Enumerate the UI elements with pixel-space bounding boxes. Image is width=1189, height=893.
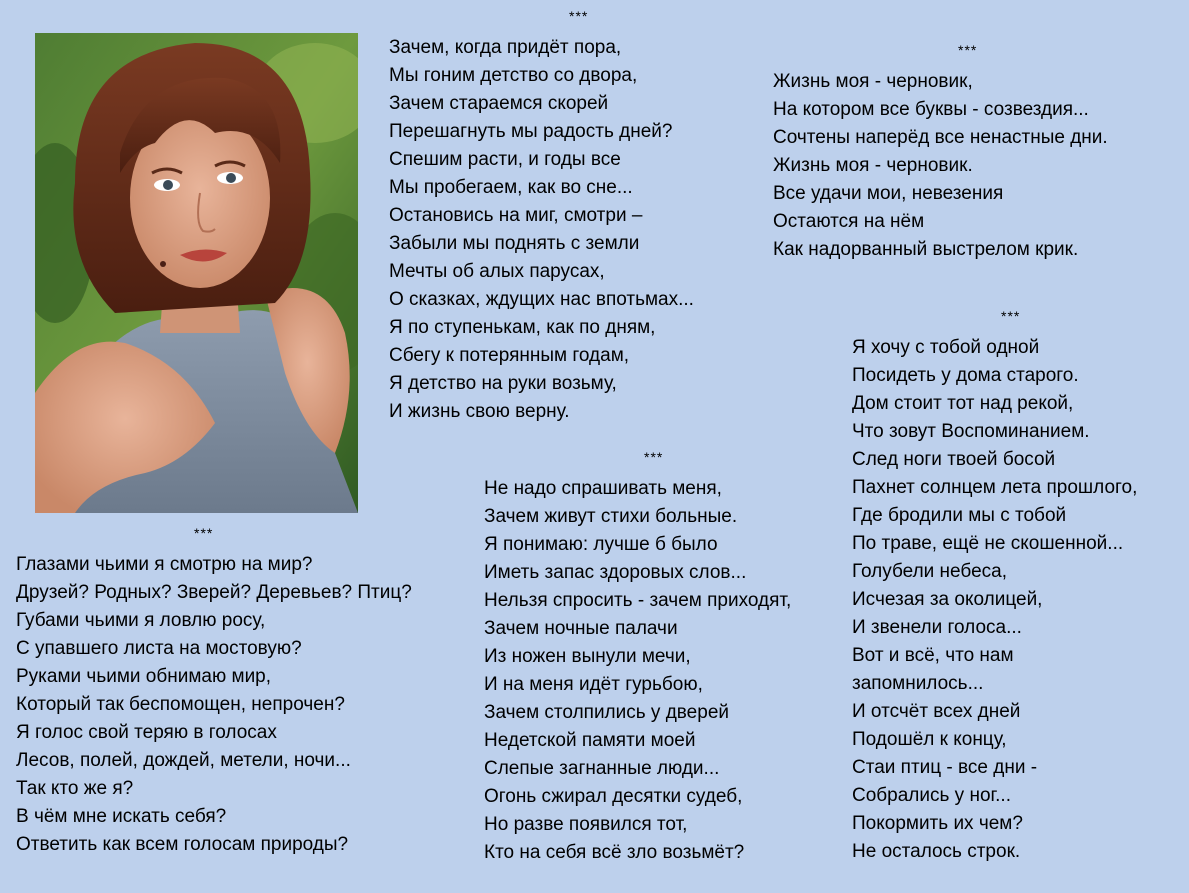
poem-3-line: запомнилось... xyxy=(852,673,984,694)
poem-2-line: Все удачи мои, невезения xyxy=(773,183,1004,204)
poem-4-line: Слепые загнанные люди... xyxy=(484,758,720,779)
poem-3-line: Покормить их чем? xyxy=(852,813,1023,834)
poem-4-stars: *** xyxy=(644,449,664,465)
poem-5-line: Руками чьими обнимаю мир, xyxy=(16,666,272,687)
poem-3-line: Пахнет солнцем лета прошлого, xyxy=(852,477,1138,498)
poem-3-line: След ноги твоей босой xyxy=(852,449,1056,470)
poem-3-line: Посидеть у дома старого. xyxy=(852,365,1079,386)
poem-5-stars: *** xyxy=(194,525,214,541)
poem-4-line: Я понимаю: лучше б было xyxy=(484,534,718,555)
poem-1-line: Мечты об алых парусах, xyxy=(389,261,605,282)
poem-2-line: Жизнь моя - черновик. xyxy=(773,155,973,176)
poem-1 xyxy=(389,8,694,426)
poem-3-line: Не осталось строк. xyxy=(852,841,1021,862)
poem-4-line: Иметь запас здоровых слов... xyxy=(484,562,747,583)
poem-3-line: Вот и всё, что нам xyxy=(852,645,1014,666)
poem-4-line: Из ножен вынули мечи, xyxy=(484,646,691,667)
poem-3-line: Где бродили мы с тобой xyxy=(852,505,1067,526)
poem-5-line: Который так беспомощен, непрочен? xyxy=(16,694,345,715)
poem-1-line: Зачем стараемся скорей xyxy=(389,93,609,114)
poem-4-line: Не надо спрашивать меня, xyxy=(484,478,722,499)
poem-4-line: Кто на себя всё зло возьмёт? xyxy=(484,842,745,863)
poem-1-line: Спешим расти, и годы все xyxy=(389,149,621,170)
poem-5 xyxy=(16,525,412,859)
poem-3-stars: *** xyxy=(1001,308,1021,324)
poem-3-line: Стаи птиц - все дни - xyxy=(852,757,1038,778)
poem-3-line: Исчезая за околицей, xyxy=(852,589,1043,610)
poem-3-line: Собрались у ног... xyxy=(852,785,1011,806)
poem-2-line: На котором все буквы - созвездия... xyxy=(773,99,1089,120)
poem-3-line: И отсчёт всех дней xyxy=(852,701,1021,722)
poem-1-line: Мы пробегаем, как во сне... xyxy=(389,177,633,198)
poem-1-stars: *** xyxy=(569,8,589,24)
poem-5-line: Глазами чьими я смотрю на мир? xyxy=(16,554,313,575)
poem-1-line: Я детство на руки возьму, xyxy=(389,373,617,394)
poem-2-line: Как надорванный выстрелом крик. xyxy=(773,239,1079,260)
poem-5-line: С упавшего листа на мостовую? xyxy=(16,638,302,659)
poem-4-line: Зачем ночные палачи xyxy=(484,618,678,639)
poem-4-line: И на меня идёт гурьбою, xyxy=(484,674,703,695)
poem-5-line: Ответить как всем голосам природы? xyxy=(16,834,349,855)
poem-3-line: Подошёл к концу, xyxy=(852,729,1007,750)
poem-4-line: Нельзя спросить - зачем приходят, xyxy=(484,590,792,611)
poem-5-line: Так кто же я? xyxy=(16,778,134,799)
poem-3-line: Голубели небеса, xyxy=(852,561,1007,582)
poem-4-line: Недетской памяти моей xyxy=(484,730,696,751)
poem-5-line: Друзей? Родных? Зверей? Деревьев? Птиц? xyxy=(16,582,412,603)
poem-1-line: Перешагнуть мы радость дней? xyxy=(389,121,673,142)
poem-1-line: Мы гоним детство со двора, xyxy=(389,65,638,86)
poem-1-line: Остановись на миг, смотри – xyxy=(389,205,643,226)
poem-4-line: Зачем живут стихи больные. xyxy=(484,506,738,527)
poem-2-line: Остаются на нём xyxy=(773,211,925,232)
poem-1-line: Забыли мы поднять с земли xyxy=(389,233,640,254)
poem-1-line: И жизнь свою верну. xyxy=(389,401,570,422)
poem-5-line: Губами чьими я ловлю росу, xyxy=(16,610,266,631)
poem-3-line: Я хочу с тобой одной xyxy=(852,337,1040,358)
poem-3-line: По траве, ещё не скошенной... xyxy=(852,533,1124,554)
poem-4-line: Огонь сжирал десятки судеб, xyxy=(484,786,743,807)
poem-5-line: В чём мне искать себя? xyxy=(16,806,227,827)
poem-4-line: Но разве появился тот, xyxy=(484,814,688,835)
poem-3-line: И звенели голоса... xyxy=(852,617,1022,638)
poem-2-stars: *** xyxy=(958,42,978,58)
poem-3-line: Что зовут Воспоминанием. xyxy=(852,421,1090,442)
poem-1-line: Я по ступенькам, как по дням, xyxy=(389,317,656,338)
poem-4-line: Зачем столпились у дверей xyxy=(484,702,729,723)
poem-4 xyxy=(484,449,792,867)
poem-2-line: Жизнь моя - черновик, xyxy=(773,71,973,92)
poem-2 xyxy=(773,42,1108,264)
poem-1-line: О сказках, ждущих нас впотьмах... xyxy=(389,289,694,310)
poem-1-line: Сбегу к потерянным годам, xyxy=(389,345,630,366)
poem-2-line: Сочтены наперёд все ненастные дни. xyxy=(773,127,1108,148)
portrait-photo xyxy=(35,33,358,513)
poem-3 xyxy=(852,308,1138,866)
poem-3-line: Дом стоит тот над рекой, xyxy=(852,393,1074,414)
poem-5-line: Лесов, полей, дождей, метели, ночи... xyxy=(16,750,351,771)
portrait-image xyxy=(35,33,358,513)
poem-1-line: Зачем, когда придёт пора, xyxy=(389,37,622,58)
poem-5-line: Я голос свой теряю в голосах xyxy=(16,722,277,743)
